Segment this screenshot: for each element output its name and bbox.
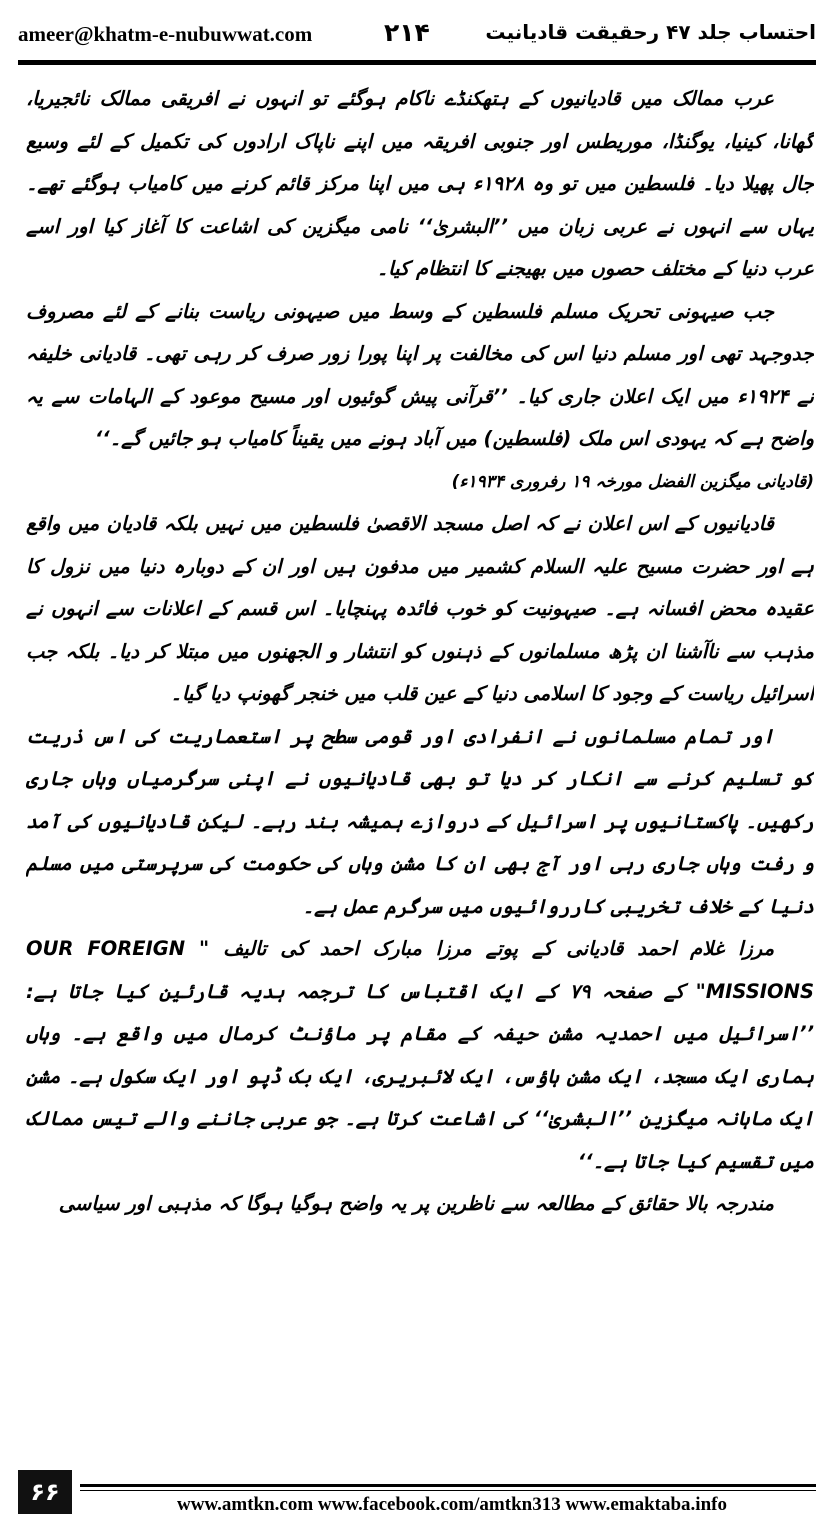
paragraph-2: جب صیہونی تحریک مسلم فلسطین کے وسط میں صیہونی ریاست بنانے کے لئے مصروف جدوجہد تھی اور مسلم دنیا اس کی مخالفت پر اپنا پورا زور صرف کر رہی تھی۔ قادیانی خلیفہ نے ۱۹۲۴ء میں ایک اعلان جاری کیا۔ ’’قرآنی پیش گوئیوں اور مسیح موعود کے الہامات سے یہ واضح ہے کہ یہودی اس ملک (فلسطین) میں آباد ہونے میں یقیناً کامیاب ہو جائیں گے۔‘‘ — [26, 299, 814, 450]
page-body — [26, 78, 814, 1440]
paragraph-5: مرزا غلام احمد قادیانی کے پوتے مرزا مبارک احمد کی تالیف " OUR FOREIGN MISSIONS" کے صفحہ ۷۹ کے ایک اقتباس کا ترجمہ ہدیہ قارئین کیا جاتا ہے: ’’اسرائیل میں احمدیہ مشن حیفہ کے مقام پر ماؤنٹ کرمال میں واقع ہے۔ وہاں ہماری ایک مسجد، ایک مشن ہاؤس، ایک لائبریری، ایک بک ڈپو اور ایک سکول ہے۔ مشن ایک ماہانہ میگزین ’’البشریٰ‘‘ کی اشاعت کرتا ہے۔ جو عربی جاننے والے تیس ممالک میں تقسیم کیا جاتا ہے۔‘‘ — [26, 937, 814, 1173]
page-footer — [18, 1470, 816, 1526]
footer-rule-thin — [80, 1490, 816, 1491]
header-rule — [18, 60, 816, 65]
header-email: ameer@khatm-e-nubuwwat.com — [18, 22, 313, 46]
paragraph-6: مندرجہ بالا حقائق کے مطالعہ سے ناظرین پر یہ واضح ہوگیا ہوگا کہ مذہبی اور سیاسی — [58, 1192, 774, 1215]
page-header — [18, 16, 816, 56]
header-book-title: احتساب جلد ۴۷ رحقیقت قادیانیت — [485, 20, 816, 44]
paragraph-4: اور تمام مسلمانوں نے انفرادی اور قومی سطح پر استعماریت کی اس ذریت کو تسلیم کرنے سے انکار کر دیا تو بھی قادیانیوں نے اپنی سرگرمیاں وہاں جاری رکھیں۔ پاکستانیوں پر اسرائیل کے دروازے ہمیشہ بند رہے۔ لیکن قادیانیوں کی آمد و رفت وہاں جاری رہی اور آج بھی ان کا مشن وہاں کی حکومت کی سرپرستی میں مسلم دنیا کے خلاف تخریبی کارروائیوں میں سرگرم عمل ہے۔ — [26, 724, 814, 918]
footer-rule — [80, 1484, 816, 1487]
citation: (قادیانی میگزین الفضل مورخہ ۱۹ رفروری ۱۹۳۴ء) — [451, 471, 814, 492]
paragraph-3: قادیانیوں کے اس اعلان نے کہ اصل مسجد الاقصیٰ فلسطین میں نہیں بلکہ قادیان میں واقع ہے اور حضرت مسیح علیہ السلام کشمیر میں مدفون ہیں اور ان کے دوبارہ دنیا میں نزول کا عقیدہ محض افسانہ ہے۔ صیہونیت کو خوب فائدہ پہنچایا۔ اس قسم کے اعلانات سے انہوں نے مذہب سے ناآشنا ان پڑھ مسلمانوں کے ذہنوں کو انتشار و الجھنوں میں مبتلا کر دیا۔ بلکہ جب اسرائیل ریاست کے وجود کا اسلامی دنیا کے عین قلب میں خنجر گھونپ دیا گیا۔ — [26, 512, 814, 705]
header-page-number: ۲۱۴ — [384, 18, 430, 47]
footer-links: www.amtkn.com www.facebook.com/amtkn313 www.emaktaba.info — [177, 1494, 727, 1515]
paragraph-1: عرب ممالک میں قادیانیوں کے ہتھکنڈے ناکام ہوگئے تو انہوں نے افریقی ممالک نائجیریا، گھانا، کینیا، یوگنڈا، موریطس اور جنوبی افریقہ میں اپنے ناپاک ارادوں کی تکمیل کے لئے وسیع جال پھیلا دیا۔ فلسطین میں تو وہ ۱۹۲۸ء ہی میں اپنا مرکز قائم کرنے میں کامیاب ہوگئے تھے۔ یہاں سے انہوں نے عربی زبان میں ’’البشریٰ‘‘ نامی میگزین کی اشاعت کا آغاز کیا اور اسے عرب دنیا کے مختلف حصوں میں بھیجنے کا انتظام کیا۔ — [26, 87, 814, 280]
footer-page-number: ۶۶ — [18, 1470, 72, 1514]
